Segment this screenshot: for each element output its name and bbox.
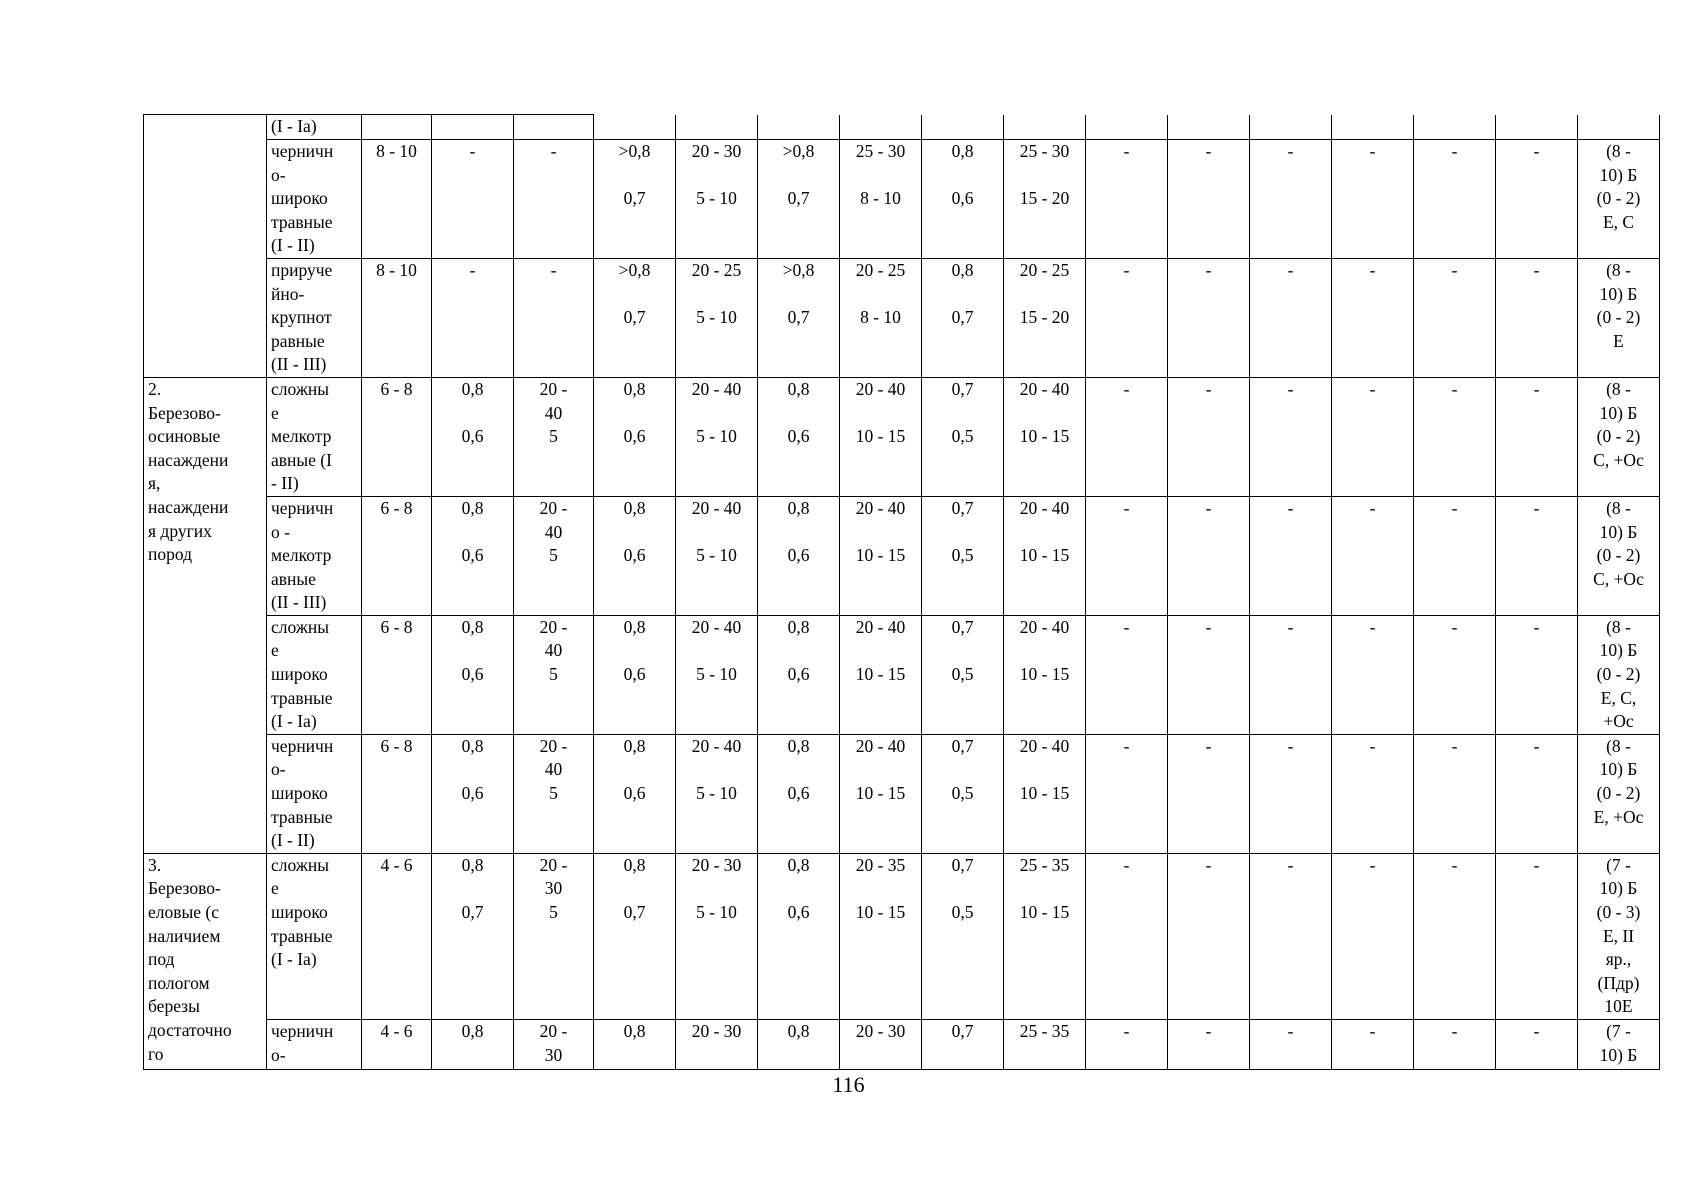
value-cell — [1414, 115, 1496, 140]
value-cell: 20 - 25 5 - 10 — [676, 258, 758, 377]
value-cell: - — [1332, 496, 1414, 615]
value-cell: - — [514, 258, 594, 377]
forest-type-cell: черничн о - мелкотр авные (II - III) — [267, 496, 362, 615]
group-name-cell: 2. Березово- осиновые насаждени я, насаждени я других пород — [144, 377, 267, 853]
value-cell: 0,8 0,6 — [758, 734, 840, 853]
value-cell: - — [1332, 1019, 1414, 1069]
forest-type-cell: сложны е широко травные (I - Ia) — [267, 853, 362, 1019]
value-cell: - — [1086, 1019, 1168, 1069]
value-cell: - — [1496, 1019, 1578, 1069]
value-cell: >0,8 0,7 — [758, 258, 840, 377]
forest-type-cell: (I - Ia) — [267, 115, 362, 140]
value-cell — [840, 115, 922, 140]
value-cell: 20 - 35 10 - 15 — [840, 853, 922, 1019]
value-cell: 0,8 0,6 — [432, 615, 514, 734]
value-cell: - — [1086, 377, 1168, 496]
composition-cell: (8 - 10) Б (0 - 2) С, +Ос — [1578, 377, 1660, 496]
value-cell: 20 - 30 — [514, 1019, 594, 1069]
value-cell: 20 - 40 5 — [514, 377, 594, 496]
value-cell: 20 - 25 8 - 10 — [840, 258, 922, 377]
value-cell: 20 - 40 5 - 10 — [676, 615, 758, 734]
page-number: 116 — [832, 1072, 865, 1097]
value-cell: 0,8 0,7 — [922, 258, 1004, 377]
value-cell: 6 - 8 — [362, 615, 432, 734]
value-cell: - — [1332, 377, 1414, 496]
value-cell: 0,7 0,5 — [922, 377, 1004, 496]
forest-type-cell: черничн о- — [267, 1019, 362, 1069]
value-cell: 0,8 0,6 — [594, 377, 676, 496]
value-cell: 20 - 40 10 - 15 — [840, 615, 922, 734]
value-cell: 0,8 0,6 — [758, 615, 840, 734]
composition-cell: (7 - 10) Б — [1578, 1019, 1660, 1069]
value-cell: 20 - 40 5 - 10 — [676, 496, 758, 615]
value-cell: 25 - 35 10 - 15 — [1004, 853, 1086, 1019]
group-name-cell: 3. Березово- еловые (с наличием под пологом березы достаточно го — [144, 853, 267, 1069]
value-cell: - — [1414, 496, 1496, 615]
value-cell: 0,7 0,5 — [922, 615, 1004, 734]
value-cell: 0,8 0,7 — [432, 853, 514, 1019]
value-cell: - — [1414, 1019, 1496, 1069]
value-cell: >0,8 0,7 — [594, 140, 676, 259]
composition-cell: (8 - 10) Б (0 - 2) С, +Ос — [1578, 496, 1660, 615]
value-cell: - — [1496, 853, 1578, 1019]
value-cell: 20 - 40 5 — [514, 496, 594, 615]
composition-cell: (8 - 10) Б (0 - 2) Е, С, +Ос — [1578, 615, 1660, 734]
value-cell: 6 - 8 — [362, 734, 432, 853]
value-cell: 20 - 40 10 - 15 — [1004, 377, 1086, 496]
value-cell: 0,8 0,6 — [432, 377, 514, 496]
value-cell: 0,8 0,6 — [922, 140, 1004, 259]
value-cell — [1250, 115, 1332, 140]
value-cell: 0,7 — [922, 1019, 1004, 1069]
value-cell: 20 - 30 5 — [514, 853, 594, 1019]
value-cell: 8 - 10 — [362, 140, 432, 259]
value-cell: - — [1332, 853, 1414, 1019]
value-cell: - — [1168, 377, 1250, 496]
table-row — [144, 140, 1660, 259]
value-cell — [1578, 115, 1660, 140]
value-cell: - — [1168, 258, 1250, 377]
forest-type-cell: сложны е мелкотр авные (I - II) — [267, 377, 362, 496]
value-cell — [1496, 115, 1578, 140]
value-cell: 0,8 0,6 — [594, 615, 676, 734]
value-cell: - — [1332, 615, 1414, 734]
table-row — [144, 853, 1660, 1019]
value-cell: - — [1086, 496, 1168, 615]
value-cell — [362, 115, 432, 140]
value-cell: - — [1168, 140, 1250, 259]
value-cell: - — [1496, 140, 1578, 259]
value-cell: >0,8 0,7 — [594, 258, 676, 377]
composition-cell: (8 - 10) Б (0 - 2) Е, +Ос — [1578, 734, 1660, 853]
forest-type-cell: черничн о- широко травные (I - II) — [267, 734, 362, 853]
value-cell: - — [1250, 140, 1332, 259]
value-cell: - — [1168, 853, 1250, 1019]
value-cell: - — [1168, 496, 1250, 615]
value-cell: - — [1414, 734, 1496, 853]
table-row — [144, 1019, 1660, 1069]
value-cell: - — [1332, 258, 1414, 377]
value-cell: - — [432, 258, 514, 377]
value-cell: 20 - 40 10 - 15 — [1004, 496, 1086, 615]
value-cell — [514, 115, 594, 140]
value-cell — [922, 115, 1004, 140]
value-cell: 0,8 0,6 — [594, 734, 676, 853]
value-cell: 20 - 30 — [676, 1019, 758, 1069]
forest-table — [143, 114, 1660, 1070]
composition-cell: (8 - 10) Б (0 - 2) Е — [1578, 258, 1660, 377]
value-cell: 20 - 40 5 - 10 — [676, 377, 758, 496]
table-row — [144, 615, 1660, 734]
value-cell: >0,8 0,7 — [758, 140, 840, 259]
table-body — [144, 115, 1660, 1070]
value-cell — [594, 115, 676, 140]
value-cell: - — [1168, 615, 1250, 734]
value-cell: 6 - 8 — [362, 377, 432, 496]
value-cell: 20 - 40 10 - 15 — [840, 377, 922, 496]
value-cell: - — [1496, 496, 1578, 615]
value-cell: - — [1086, 734, 1168, 853]
value-cell: - — [514, 140, 594, 259]
value-cell: 0,7 0,5 — [922, 853, 1004, 1019]
table-row — [144, 734, 1660, 853]
value-cell: - — [1496, 258, 1578, 377]
value-cell: 20 - 30 5 - 10 — [676, 853, 758, 1019]
composition-cell: (7 - 10) Б (0 - 3) Е, II яр., (Пдр) 10Е — [1578, 853, 1660, 1019]
value-cell — [676, 115, 758, 140]
value-cell: 0,8 0,6 — [432, 734, 514, 853]
value-cell: - — [1168, 734, 1250, 853]
value-cell: 0,8 0,6 — [594, 496, 676, 615]
value-cell: 20 - 40 10 - 15 — [1004, 615, 1086, 734]
value-cell: - — [1414, 140, 1496, 259]
forest-type-cell: прируче йно- крупнот равные (II - III) — [267, 258, 362, 377]
value-cell: 20 - 40 5 — [514, 615, 594, 734]
value-cell: - — [1250, 853, 1332, 1019]
value-cell: 20 - 25 15 - 20 — [1004, 258, 1086, 377]
value-cell: 8 - 10 — [362, 258, 432, 377]
value-cell: 20 - 40 5 - 10 — [676, 734, 758, 853]
value-cell — [1004, 115, 1086, 140]
forest-type-cell: черничн о- широко травные (I - II) — [267, 140, 362, 259]
value-cell: 0,8 0,6 — [758, 496, 840, 615]
value-cell: - — [1250, 496, 1332, 615]
value-cell — [1086, 115, 1168, 140]
forest-type-cell: сложны е широко травные (I - Ia) — [267, 615, 362, 734]
value-cell: 4 - 6 — [362, 1019, 432, 1069]
value-cell: 20 - 30 — [840, 1019, 922, 1069]
value-cell: - — [1086, 258, 1168, 377]
value-cell: 0,8 — [594, 1019, 676, 1069]
value-cell: - — [1332, 734, 1414, 853]
value-cell: - — [1414, 615, 1496, 734]
table-row — [144, 115, 1660, 140]
table-row — [144, 258, 1660, 377]
value-cell: 20 - 30 5 - 10 — [676, 140, 758, 259]
value-cell: - — [1332, 140, 1414, 259]
value-cell: 20 - 40 10 - 15 — [840, 496, 922, 615]
value-cell: 0,8 0,6 — [758, 377, 840, 496]
value-cell: - — [1168, 1019, 1250, 1069]
value-cell: 0,8 0,6 — [758, 853, 840, 1019]
value-cell — [432, 115, 514, 140]
value-cell: 25 - 35 — [1004, 1019, 1086, 1069]
value-cell: 0,8 0,7 — [594, 853, 676, 1019]
value-cell: 20 - 40 10 - 15 — [1004, 734, 1086, 853]
value-cell: 0,8 — [758, 1019, 840, 1069]
value-cell: - — [1414, 377, 1496, 496]
value-cell: - — [1250, 377, 1332, 496]
group-cell-continued — [144, 115, 267, 378]
value-cell: - — [1496, 377, 1578, 496]
value-cell: 6 - 8 — [362, 496, 432, 615]
value-cell: - — [1086, 140, 1168, 259]
value-cell: - — [1250, 258, 1332, 377]
value-cell: - — [432, 140, 514, 259]
value-cell: 20 - 40 5 — [514, 734, 594, 853]
value-cell: - — [1414, 853, 1496, 1019]
value-cell — [1332, 115, 1414, 140]
value-cell: - — [1414, 258, 1496, 377]
composition-cell: (8 - 10) Б (0 - 2) Е, С — [1578, 140, 1660, 259]
value-cell: 0,8 0,6 — [432, 496, 514, 615]
value-cell: 0,8 — [432, 1019, 514, 1069]
value-cell: - — [1250, 615, 1332, 734]
value-cell: 0,7 0,5 — [922, 496, 1004, 615]
table-row — [144, 377, 1660, 496]
value-cell: 25 - 30 8 - 10 — [840, 140, 922, 259]
value-cell: 4 - 6 — [362, 853, 432, 1019]
value-cell: 0,7 0,5 — [922, 734, 1004, 853]
value-cell: - — [1250, 1019, 1332, 1069]
value-cell: 25 - 30 15 - 20 — [1004, 140, 1086, 259]
value-cell: - — [1086, 853, 1168, 1019]
value-cell: - — [1496, 734, 1578, 853]
value-cell: 20 - 40 10 - 15 — [840, 734, 922, 853]
table-row — [144, 496, 1660, 615]
value-cell: - — [1250, 734, 1332, 853]
value-cell — [1168, 115, 1250, 140]
value-cell — [758, 115, 840, 140]
value-cell: - — [1086, 615, 1168, 734]
value-cell: - — [1496, 615, 1578, 734]
